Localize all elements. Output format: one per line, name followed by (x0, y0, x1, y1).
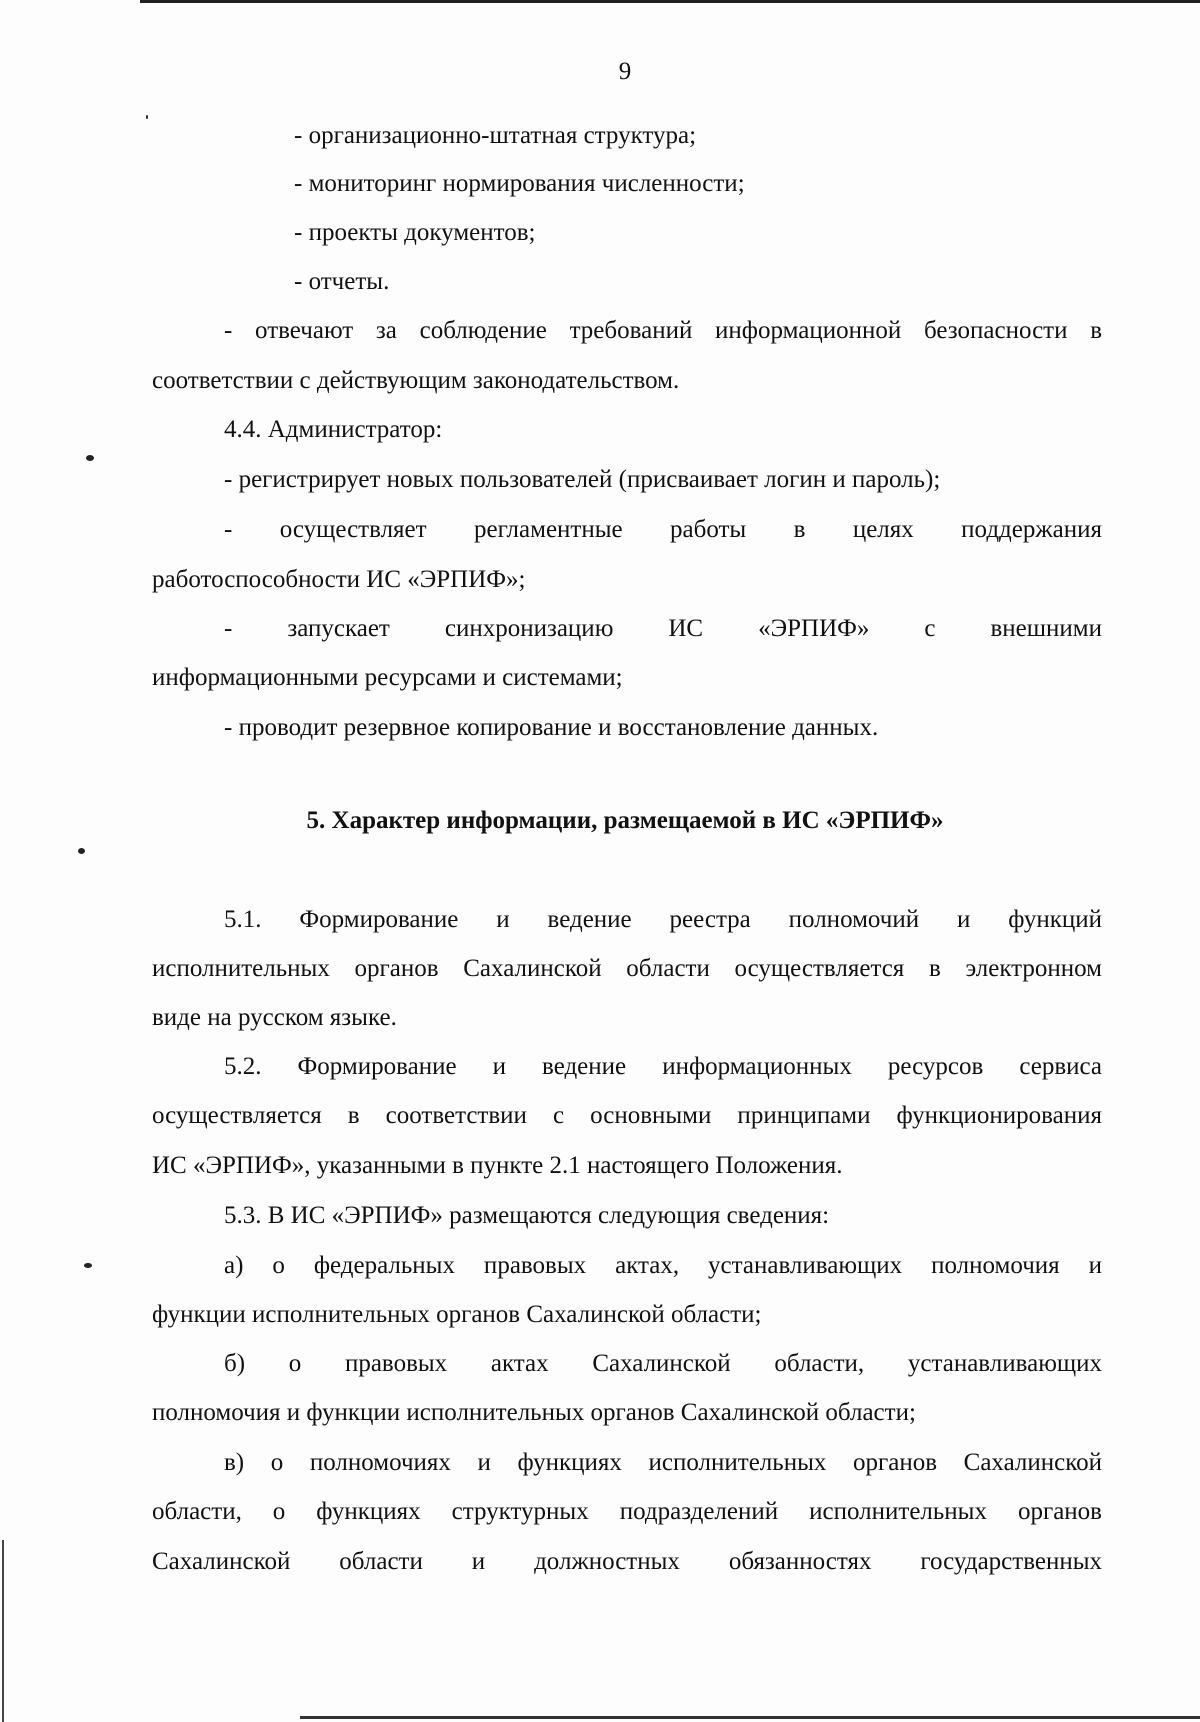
paragraph-line: 5.2. Формирование и ведение информационных ресурсов сервиса (224, 1053, 1102, 1080)
top-rule (140, 0, 1200, 3)
section-heading: 5. Характер информации, размещаемой в ИС «ЭРПИФ» (306, 807, 944, 834)
paragraph-line: информационными ресурсами и системами; (152, 664, 623, 691)
list-item: - отчеты. (294, 268, 390, 295)
paragraph-line: соответствии с действующим законодательством. (152, 367, 680, 394)
list-item: - проекты документов; (294, 219, 536, 246)
scan-speck (84, 1263, 92, 1268)
scan-speck (78, 848, 85, 854)
list-item: - регистрирует новых пользователей (присваивает логин и пароль); (224, 466, 941, 493)
paragraph-line: 5.1. Формирование и ведение реестра полномочий и функций (224, 906, 1102, 933)
list-item: - проводит резервное копирование и восстановление данных. (224, 714, 879, 741)
list-item: б) о правовых актах Сахалинской области, устанавливающих (224, 1350, 1102, 1377)
paragraph-line: 5.3. В ИС «ЭРПИФ» размещаются следующия сведения: (224, 1202, 830, 1229)
paragraph-line: полномочия и функции исполнительных органов Сахалинской области; (152, 1399, 916, 1426)
list-item: в) о полномочиях и функциях исполнительных органов Сахалинской (224, 1449, 1102, 1476)
paragraph-line: - отвечают за соблюдение требований информационной безопасности в (224, 317, 1102, 344)
bottom-rule (300, 1716, 1200, 1719)
paragraph-line: Сахалинской области и должностных обязанностях государственных (152, 1548, 1102, 1575)
list-item: - организационно-штатная структура; (294, 122, 697, 149)
subsection-title: 4.4. Администратор: (224, 416, 443, 443)
list-item: - запускает синхронизацию ИС «ЭРПИФ» с внешними (224, 615, 1102, 642)
scan-speck (86, 455, 94, 461)
scan-speck (146, 115, 148, 119)
paragraph-line: исполнительных органов Сахалинской области осуществляется в электронном (152, 955, 1102, 982)
list-item: - осуществляет регламентные работы в целях поддержания (224, 516, 1102, 543)
list-item: а) о федеральных правовых актах, устанавливающих полномочия и (224, 1252, 1102, 1279)
paragraph-line: функции исполнительных органов Сахалинской области; (152, 1301, 762, 1328)
paragraph-line: области, о функциях структурных подразделений исполнительных органов (152, 1498, 1102, 1525)
paragraph-line: работоспособности ИС «ЭРПИФ»; (152, 566, 526, 593)
list-item: - мониторинг нормирования численности; (294, 170, 745, 197)
paragraph-line: виде на русском языке. (152, 1004, 397, 1031)
paragraph-line: ИС «ЭРПИФ», указанными в пункте 2.1 настоящего Положения. (152, 1152, 843, 1179)
page-number: 9 (618, 58, 632, 85)
scan-edge (2, 1540, 4, 1722)
paragraph-line: осуществляется в соответствии с основными принципами функционирования (152, 1102, 1102, 1129)
